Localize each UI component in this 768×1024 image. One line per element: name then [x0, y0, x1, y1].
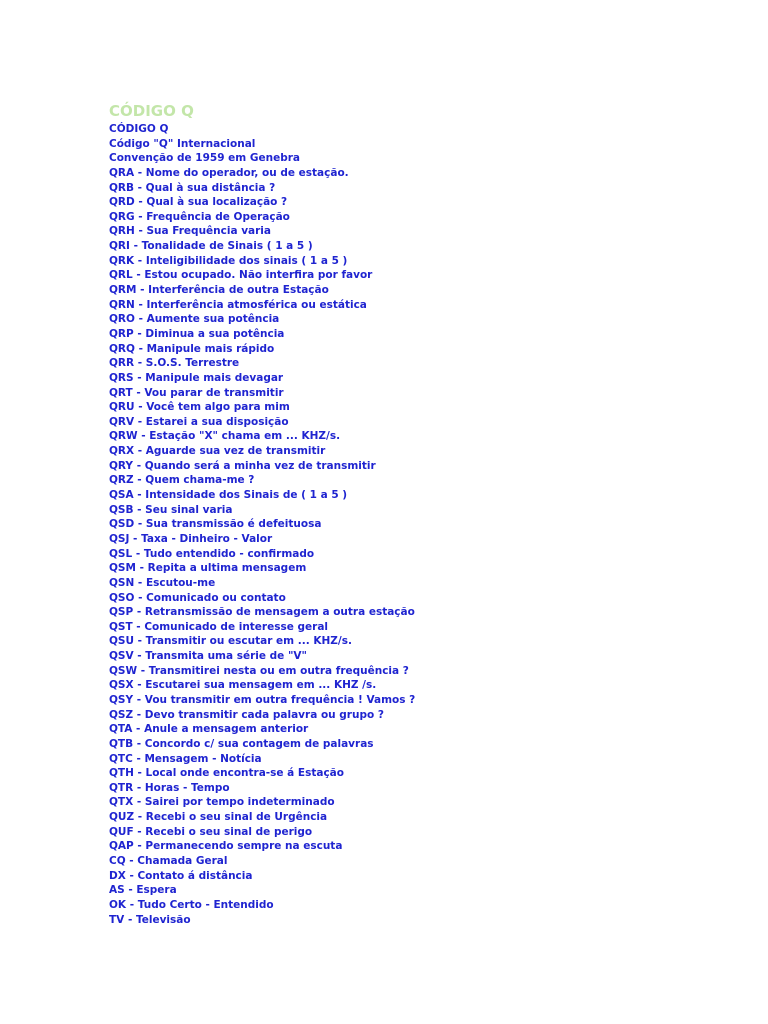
list-item: QSY - Vou transmitir em outra frequência ! Vamos ?	[109, 693, 416, 706]
list-item: AS - Espera	[109, 884, 177, 897]
list-item: QRI - Tonalidade de Sinais ( 1 a 5 )	[109, 240, 313, 253]
list-item: CÓDIGO Q	[109, 123, 169, 135]
list-item: OK - Tudo Certo - Entendido	[109, 898, 274, 911]
list-item: QUF - Recebi o seu sinal de perigo	[109, 825, 313, 838]
document-page	[109, 100, 729, 927]
list-item: QTH - Local onde encontra-se á Estação	[109, 767, 344, 780]
list-item: DX - Contato á distância	[109, 869, 253, 882]
list-item: QSM - Repita a ultima mensagem	[109, 562, 307, 575]
list-item: QSN - Escutou-me	[109, 576, 216, 589]
list-item: QSW - Transmitirei nesta ou em outra frequência ?	[109, 664, 409, 677]
list-item: QRU - Você tem algo para mim	[109, 401, 290, 414]
list-item: QSV - Transmita uma série de "V"	[109, 650, 308, 663]
list-item: QRW - Estação "X" chama em ... KHZ/s.	[109, 430, 341, 443]
list-item: QUZ - Recebi o seu sinal de Urgência	[109, 811, 328, 824]
list-item: QRO - Aumente sua potência	[109, 313, 280, 326]
list-item: QRK - Inteligibilidade dos sinais ( 1 a 5 )	[109, 254, 348, 267]
list-item: QRT - Vou parar de transmitir	[109, 386, 284, 399]
list-item: QRQ - Manipule mais rápido	[109, 342, 275, 355]
list-item: QSX - Escutarei sua mensagem em ... KHZ /s.	[109, 679, 377, 692]
list-item: QSA - Intensidade dos Sinais de ( 1 a 5 )	[109, 489, 348, 502]
list-item: QSZ - Devo transmitir cada palavra ou grupo ?	[109, 708, 384, 721]
list-item: QTC - Mensagem - Notícia	[109, 752, 262, 765]
list-item: QRG - Frequência de Operação	[109, 210, 290, 223]
list-item: QSL - Tudo entendido - confirmado	[109, 547, 315, 560]
list-item: QRR - S.O.S. Terrestre	[109, 357, 240, 370]
q-code-list	[109, 122, 729, 927]
list-item: QRN - Interferência atmosférica ou estática	[109, 298, 367, 311]
list-item: QST - Comunicado de interesse geral	[109, 620, 329, 633]
list-item: QRS - Manipule mais devagar	[109, 371, 284, 384]
list-item: QRM - Interferência de outra Estação	[109, 284, 329, 297]
list-item: QTX - Sairei por tempo indeterminado	[109, 796, 335, 809]
list-item: QTB - Concordo c/ sua contagem de palavras	[109, 737, 374, 750]
list-item: QRV - Estarei a sua disposição	[109, 415, 289, 428]
list-item: Código "Q" Internacional	[109, 137, 256, 150]
list-item: QRY - Quando será a minha vez de transmitir	[109, 459, 376, 472]
list-item: QTR - Horas - Tempo	[109, 781, 230, 794]
list-item: QTA - Anule a mensagem anterior	[109, 723, 309, 736]
list-item: QSJ - Taxa - Dinheiro - Valor	[109, 532, 273, 545]
list-item: QRL - Estou ocupado. Não interfira por favor	[109, 269, 373, 282]
list-item: QRP - Diminua a sua potência	[109, 327, 285, 340]
list-item: QRZ - Quem chama-me ?	[109, 474, 255, 487]
list-item: QSD - Sua transmissão é defeituosa	[109, 518, 322, 531]
list-item: QSO - Comunicado ou contato	[109, 591, 286, 604]
list-item: QSB - Seu sinal varia	[109, 503, 233, 516]
list-item: CQ - Chamada Geral	[109, 855, 228, 868]
list-item: QRA - Nome do operador, ou de estação.	[109, 166, 349, 179]
list-item: QSU - Transmitir ou escutar em ... KHZ/s.	[109, 635, 352, 648]
list-item: QRX - Aguarde sua vez de transmitir	[109, 445, 326, 458]
list-item: QRH - Sua Frequência varia	[109, 225, 271, 238]
list-item: QSP - Retransmissão de mensagem a outra estação	[109, 606, 415, 619]
page-title: CÓDIGO Q	[109, 102, 194, 120]
list-item: QRB - Qual à sua distância ?	[109, 181, 276, 194]
list-item: QAP - Permanecendo sempre na escuta	[109, 840, 343, 853]
list-item: QRD - Qual à sua localização ?	[109, 196, 288, 209]
list-item: Convenção de 1959 em Genebra	[109, 152, 301, 165]
list-item: TV - Televisão	[109, 913, 191, 926]
